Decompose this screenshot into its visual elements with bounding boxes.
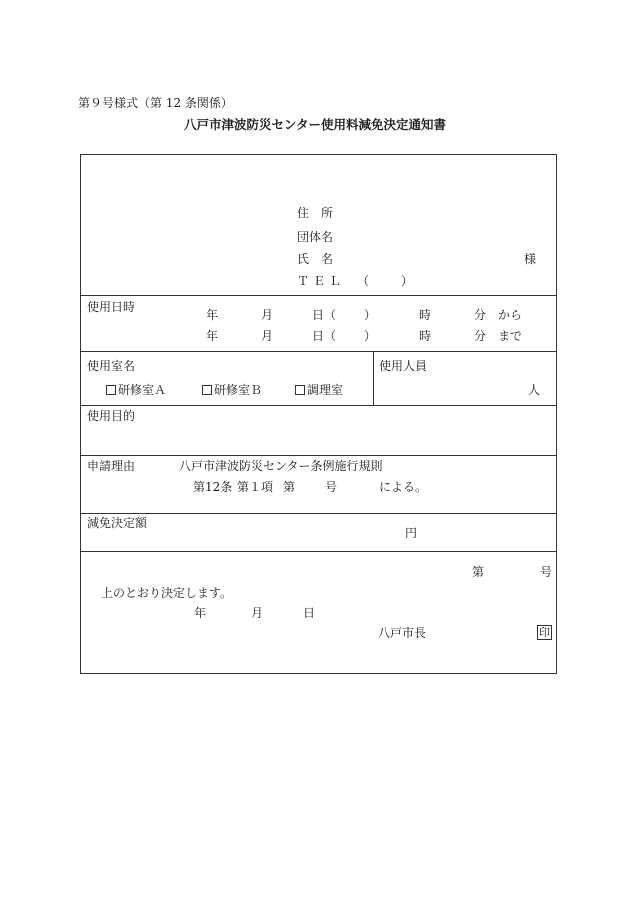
room-option-b-label: 研修室Ｂ xyxy=(214,383,263,397)
accordance-text: による。 xyxy=(379,480,428,494)
end-minute: 分 xyxy=(474,329,487,343)
end-day: 日（ xyxy=(312,329,337,343)
room-option-kitchen[interactable] xyxy=(295,384,343,396)
checkbox-room-a[interactable] xyxy=(106,385,116,395)
regulation-name: 八戸市津波防災センター条例施行規則 xyxy=(179,459,383,473)
decision-year: 年 xyxy=(194,606,207,620)
yen-unit: 円 xyxy=(405,526,418,540)
divider-reason xyxy=(81,513,556,514)
end-year: 年 xyxy=(206,329,219,343)
divider-amount xyxy=(81,551,556,552)
article-number: 第12条 xyxy=(193,480,233,494)
document-title: 八戸市津波防災センター使用料減免決定通知書 xyxy=(183,117,446,132)
honorific-label: 様 xyxy=(524,252,537,266)
mayor-title: 八戸市長 xyxy=(378,626,427,640)
checkbox-room-b[interactable] xyxy=(202,385,212,395)
start-hour: 時 xyxy=(419,308,432,322)
end-hour: 時 xyxy=(419,329,432,343)
divider-purpose xyxy=(81,455,556,456)
seal-mark xyxy=(537,625,552,640)
document-number-prefix: 第 xyxy=(472,565,485,579)
until-label: まで xyxy=(498,329,523,343)
form-number-label: 第９号様式（第 12 条関係） xyxy=(78,96,233,110)
divider-people-column xyxy=(373,351,374,405)
start-day-close: ） xyxy=(364,308,377,322)
divider-applicant xyxy=(81,295,556,296)
tel-label: ＴＥＬ xyxy=(297,274,346,288)
group-name-label: 団体名 xyxy=(297,230,334,244)
name-label: 氏 名 xyxy=(297,252,334,266)
decision-statement: 上のとおり決定します。 xyxy=(101,586,233,600)
from-label: から xyxy=(498,308,523,322)
tel-open-paren: （ xyxy=(357,274,370,288)
start-day: 日（ xyxy=(312,308,337,322)
room-option-a[interactable] xyxy=(106,384,166,396)
tel-close-paren: ） xyxy=(401,274,414,288)
reason-label: 申請理由 xyxy=(87,459,136,473)
decision-month: 月 xyxy=(251,606,264,620)
item-suffix: 号 xyxy=(325,480,338,494)
purpose-label: 使用目的 xyxy=(87,409,136,423)
start-minute: 分 xyxy=(474,308,487,322)
usage-datetime-label: 使用日時 xyxy=(87,300,136,314)
room-option-a-label: 研修室Ａ xyxy=(118,383,167,397)
reduction-amount-label: 減免決定額 xyxy=(87,516,148,530)
divider-datetime xyxy=(81,351,556,352)
end-day-close: ） xyxy=(364,329,377,343)
checkbox-kitchen[interactable] xyxy=(295,385,305,395)
room-name-label: 使用室名 xyxy=(87,359,136,373)
end-month: 月 xyxy=(261,329,274,343)
people-count-label: 使用人員 xyxy=(379,359,428,373)
room-option-kitchen-label: 調理室 xyxy=(307,383,344,397)
people-unit: 人 xyxy=(528,383,541,397)
paragraph-number: 第１項 xyxy=(237,480,274,494)
decision-day: 日 xyxy=(303,606,316,620)
start-month: 月 xyxy=(261,308,274,322)
address-label: 住 所 xyxy=(297,206,334,220)
divider-rooms xyxy=(81,405,556,406)
room-option-b[interactable] xyxy=(202,384,262,396)
notification-form xyxy=(80,154,557,674)
document-number-suffix: 号 xyxy=(540,565,553,579)
item-prefix: 第 xyxy=(283,480,296,494)
start-year: 年 xyxy=(206,308,219,322)
seal-label: 印 xyxy=(539,626,550,639)
